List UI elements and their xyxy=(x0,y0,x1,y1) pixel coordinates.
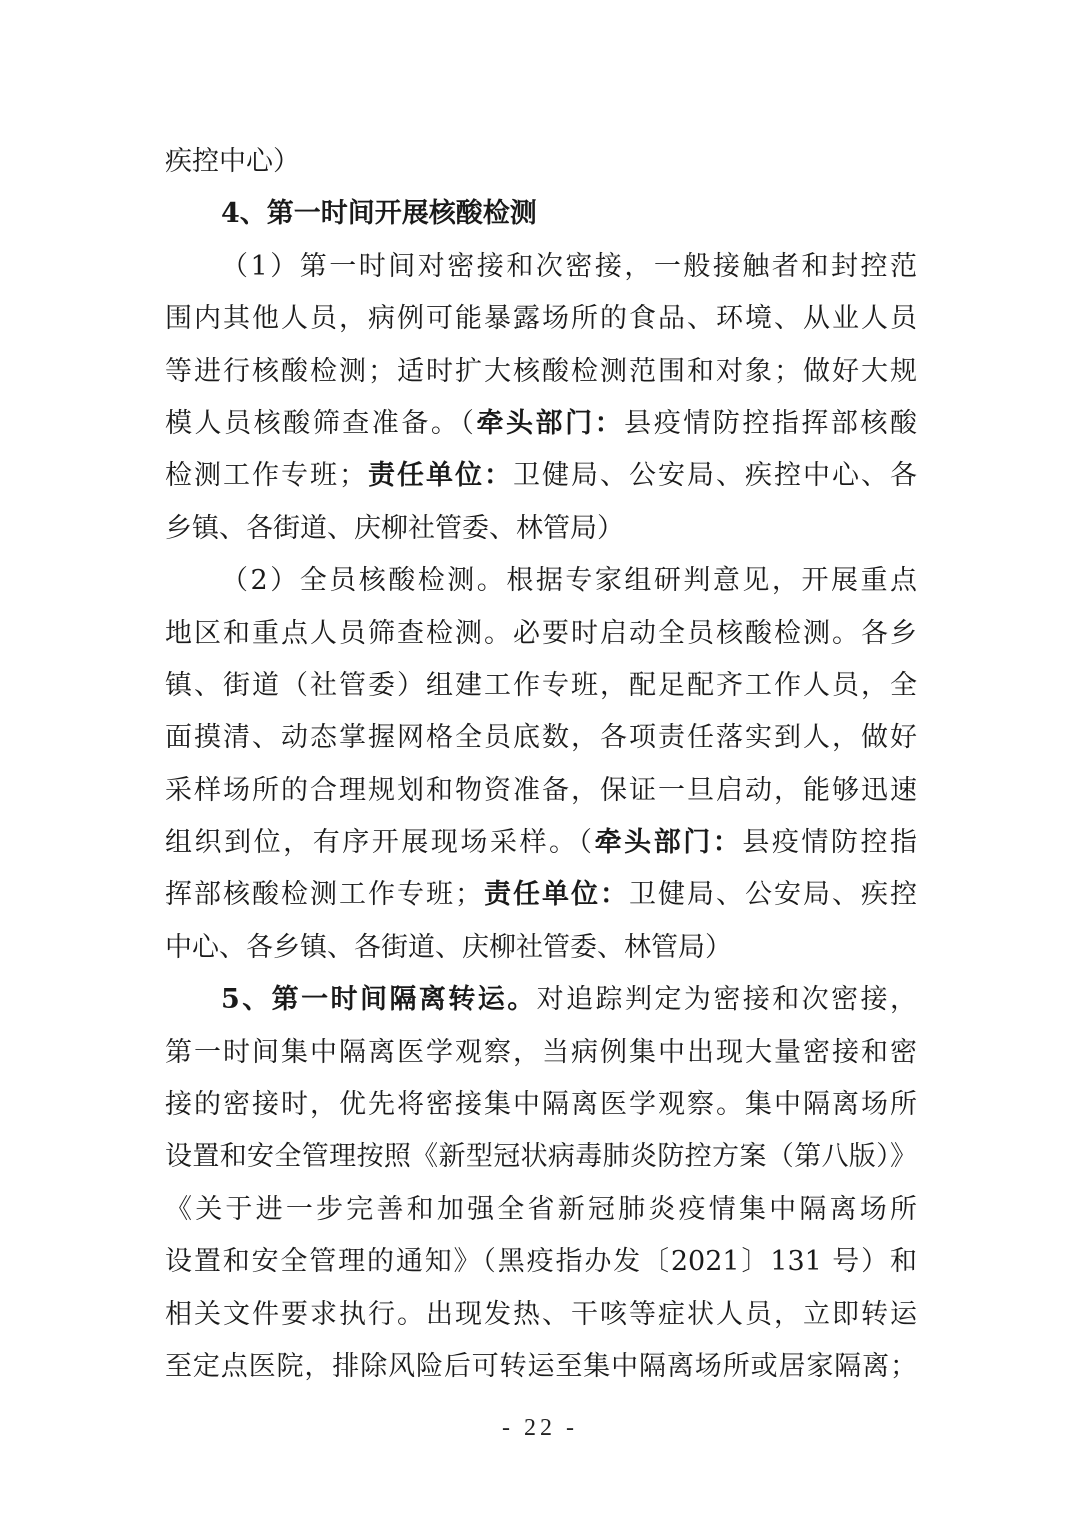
text-segment: 挥部核酸检测工作专班； xyxy=(165,879,482,911)
bold-text-segment: 牵头部门： xyxy=(476,407,625,439)
text-segment: 组织到位，有序开展现场采样。（ xyxy=(165,827,595,859)
text-segment: 卫健局、公安局、疾控中心、各 xyxy=(513,460,917,492)
text-segment: 设置和安全管理的通知》（黑疫指办发〔2021〕131 号）和 xyxy=(165,1246,917,1278)
text-line xyxy=(165,1184,917,1236)
text-line xyxy=(165,765,917,817)
text-line xyxy=(165,660,917,712)
text-segment: （1）第一时间对密接和次密接，一般接触者和封控范 xyxy=(221,250,917,282)
text-line xyxy=(165,1079,917,1131)
text-segment: 设置和安全管理按照《新型冠状病毒肺炎防控方案（第八版）》 xyxy=(165,1141,917,1173)
text-line xyxy=(165,974,917,1026)
text-segment: 模人员核酸筛查准备。（ xyxy=(165,407,477,439)
text-segment: 地区和重点人员筛查检测。必要时启动全员核酸检测。各乡 xyxy=(165,617,917,649)
text-line xyxy=(165,1236,917,1288)
text-segment: 中心、各乡镇、各街道、庆柳社管委、林管局） xyxy=(165,931,732,963)
text-segment: 等进行核酸检测；适时扩大核酸检测范围和对象；做好大规 xyxy=(165,355,917,387)
text-line xyxy=(165,346,917,398)
text-line xyxy=(165,608,917,660)
text-line xyxy=(165,503,917,555)
text-segment: （2）全员核酸检测。根据专家组研判意见，开展重点 xyxy=(221,565,917,597)
text-segment: 检测工作专班； xyxy=(165,460,366,492)
text-line xyxy=(165,136,917,188)
bold-text-segment: 5、第一时间隔离转运。 xyxy=(221,984,537,1016)
text-line xyxy=(165,555,917,607)
text-line xyxy=(165,1027,917,1079)
text-line xyxy=(165,712,917,764)
text-segment: 县疫情防控指 xyxy=(742,827,917,859)
bold-text-segment: 责任单位： xyxy=(366,460,513,492)
text-segment: 乡镇、各街道、庆柳社管委、林管局） xyxy=(165,512,624,544)
bold-text-segment: 4、第一时间开展核酸检测 xyxy=(221,198,537,230)
text-segment: 第一时间集中隔离医学观察，当病例集中出现大量密接和密 xyxy=(165,1036,917,1068)
text-segment: 疾控中心） xyxy=(165,146,300,177)
text-line xyxy=(165,1341,917,1393)
text-line xyxy=(165,293,917,345)
text-segment: 面摸清、动态掌握网格全员底数，各项责任落实到人，做好 xyxy=(165,722,917,754)
document-body xyxy=(165,136,917,1393)
text-segment: 县疫情防控指挥部核酸 xyxy=(624,407,917,439)
text-line xyxy=(165,922,917,974)
text-segment: 采样场所的合理规划和物资准备，保证一旦启动，能够迅速 xyxy=(165,774,917,806)
text-segment: 对追踪判定为密接和次密接， xyxy=(536,984,917,1016)
text-line xyxy=(165,1289,917,1341)
text-line xyxy=(165,241,917,293)
text-segment: 至定点医院，排除风险后可转运至集中隔离场所或居家隔离； xyxy=(165,1350,917,1382)
page-number: - 22 - xyxy=(502,1415,578,1441)
text-segment: 镇、街道（社管委）组建工作专班，配足配齐工作人员，全 xyxy=(165,669,917,701)
text-line xyxy=(165,869,917,921)
text-segment: 相关文件要求执行。出现发热、干咳等症状人员，立即转运 xyxy=(165,1298,917,1330)
text-segment: 围内其他人员，病例可能暴露场所的食品、环境、从业人员 xyxy=(165,303,917,335)
text-line xyxy=(165,398,917,450)
bold-text-segment: 牵头部门： xyxy=(594,827,743,859)
bold-text-segment: 责任单位： xyxy=(482,879,629,911)
text-line xyxy=(165,450,917,502)
text-segment: 接的密接时，优先将密接集中隔离医学观察。集中隔离场所 xyxy=(165,1089,917,1121)
text-line xyxy=(165,817,917,869)
text-line xyxy=(165,188,917,240)
text-segment: 《关于进一步完善和加强全省新冠肺炎疫情集中隔离场所 xyxy=(165,1193,917,1225)
text-segment: 卫健局、公安局、疾控 xyxy=(629,879,917,911)
text-line xyxy=(165,1131,917,1183)
